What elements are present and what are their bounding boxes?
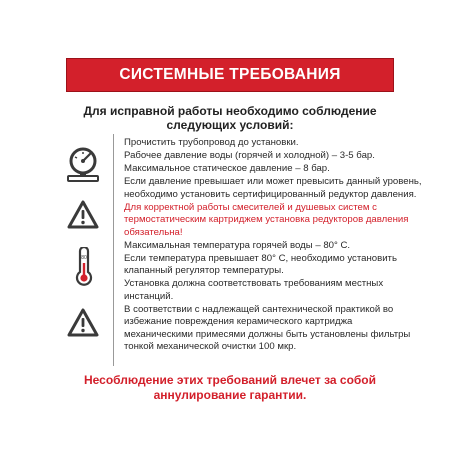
page-title: СИСТЕМНЫЕ ТРЕБОВАНИЯ [119,66,341,83]
requirement-paragraph: Установка должна соответствовать требованиям местных инстанций. [124,278,384,302]
warning-triangle-icon [67,308,99,337]
requirements-list [124,137,424,354]
thermometer-icon [75,247,93,287]
subtitle [60,104,400,132]
requirement-paragraph: В соответствии с надлежащей сантехнической практикой во избежание повреждения керамического картриджа механическими примесями должны быть установлены фильтры тонкой механической очистки 100 мкр. [124,303,411,352]
requirement-paragraph: Если давление превышает или может превысить данный уровень, необходимо установить сертифицированный редуктор давления. [124,176,422,200]
header-banner [66,58,394,92]
subtitle-line-2: следующих условий: [166,118,294,132]
vertical-divider [113,134,114,366]
requirement-paragraph: Если температура превышает 80° С, необходимо установить клапанный регулятор температуры. [124,252,397,277]
requirement-paragraph: Рабочее давление воды (горячей и холодной) – 3-5 бар. [124,150,375,162]
warranty-warning [40,373,420,403]
footer-line-1: Несоблюдение этих требований влечет за собой [83,373,377,387]
warning-triangle-icon [67,200,99,229]
pressure-gauge-icon [66,146,100,182]
thermometer-label: 80 [81,255,87,261]
requirement-paragraph: Максимальное статическое давление – 8 бар. [124,163,330,175]
requirement-paragraph: Прочистить трубопровод до установки. [124,137,299,148]
requirement-paragraph: Для корректной работы смесителей и душевых систем с термостатическим картриджем установка редукторов давления обязательна! [124,201,409,238]
subtitle-line-1: Для исправной работы необходимо соблюдение [83,104,377,118]
footer-line-2: аннулирование гарантии. [153,388,307,402]
requirement-paragraph: Максимальная температура горячей воды – 80° С. [124,239,351,251]
